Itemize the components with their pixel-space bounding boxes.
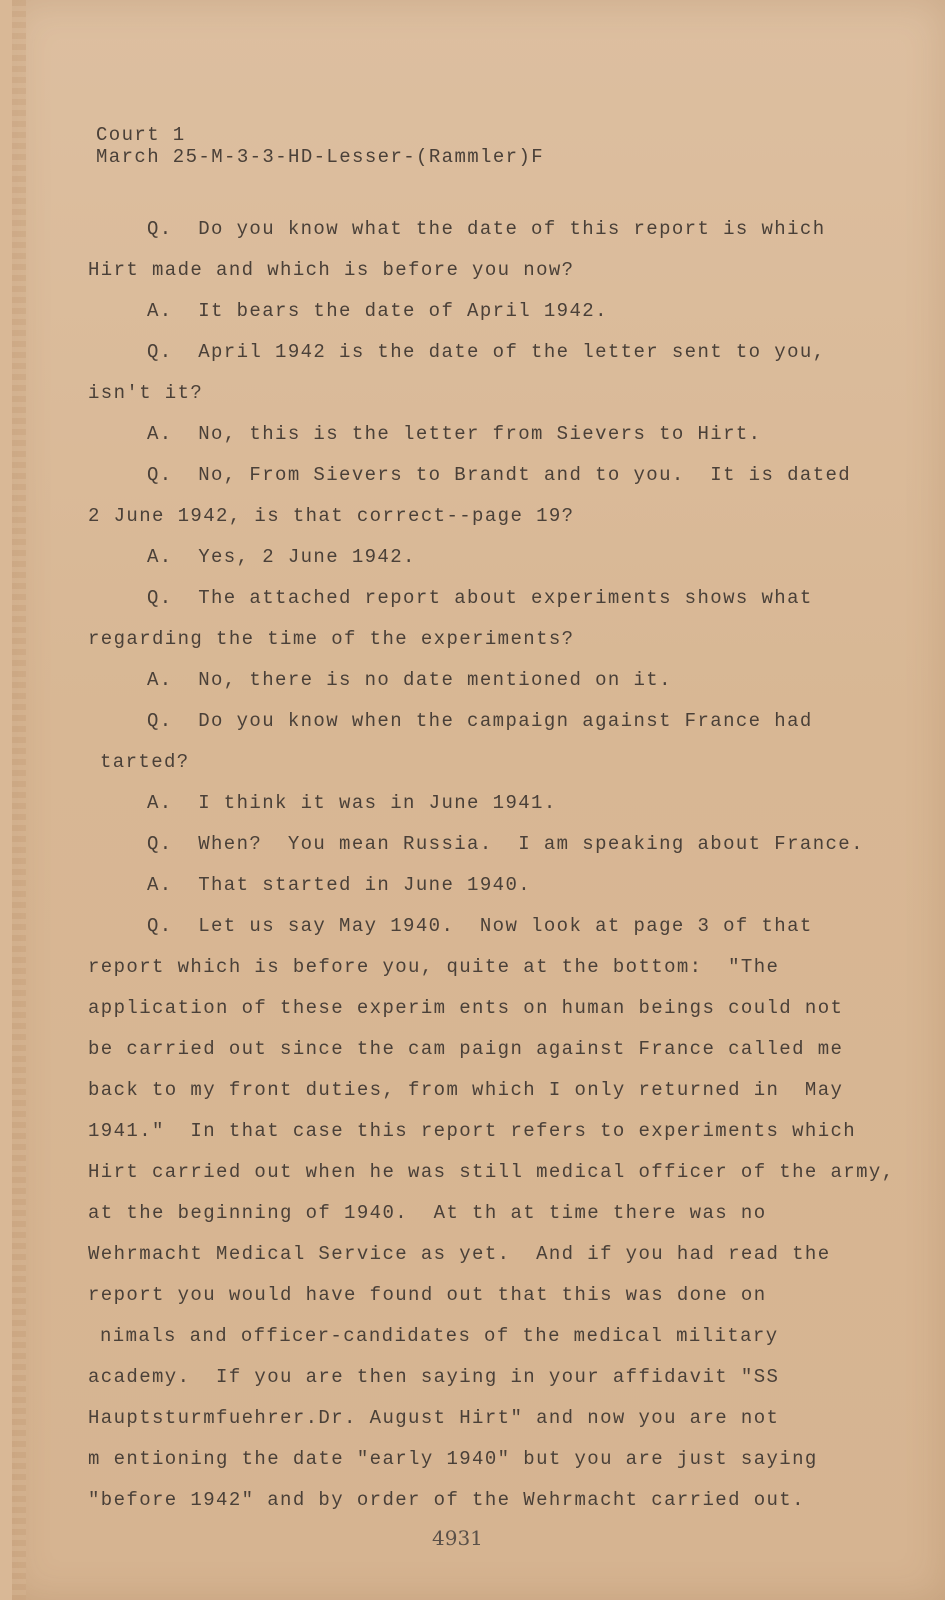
transcript-line: Q. Let us say May 1940. Now look at page 3 of that xyxy=(147,915,813,937)
transcript-line: 1941." In that case this report refers to experiments which xyxy=(88,1120,857,1142)
page-number: 4931 xyxy=(432,1526,483,1550)
transcript-line: 2 June 1942, is that correct--page 19? xyxy=(88,505,575,527)
header-court: Court 1 xyxy=(96,124,186,146)
transcript-line: report which is before you, quite at the bottom: "The xyxy=(88,956,780,978)
transcript-line: A. That started in June 1940. xyxy=(147,874,532,896)
transcript-line: regarding the time of the experiments? xyxy=(88,628,575,650)
transcript-line: A. Yes, 2 June 1942. xyxy=(147,546,416,568)
transcript-line: "before 1942" and by order of the Wehrmacht carried out. xyxy=(88,1489,805,1511)
transcript-line: Q. April 1942 is the date of the letter sent to you, xyxy=(147,341,826,363)
transcript-line: A. I think it was in June 1941. xyxy=(147,792,557,814)
transcript-line: academy. If you are then saying in your affidavit "SS xyxy=(88,1366,780,1388)
transcript-line: back to my front duties, from which I only returned in May xyxy=(88,1079,844,1101)
transcript-line: isn't it? xyxy=(88,382,204,404)
transcript-line: m entioning the date "early 1940" but you are just saying xyxy=(88,1448,818,1470)
transcript-line: Hirt carried out when he was still medical officer of the army, xyxy=(88,1161,895,1183)
transcript-line: A. No, this is the letter from Sievers to Hirt. xyxy=(147,423,762,445)
transcript-line: Wehrmacht Medical Service as yet. And if you had read the xyxy=(88,1243,831,1265)
transcript-line: A. It bears the date of April 1942. xyxy=(147,300,608,322)
transcript-line: Q. No, From Sievers to Brandt and to you. It is dated xyxy=(147,464,852,486)
transcript-line: Q. Do you know when the campaign against France had xyxy=(147,710,813,732)
transcript-line: be carried out since the cam paign against France called me xyxy=(88,1038,844,1060)
transcript-line: Q. The attached report about experiments shows what xyxy=(147,587,813,609)
document-page xyxy=(12,0,945,1600)
transcript-line: A. No, there is no date mentioned on it. xyxy=(147,669,672,691)
transcript-line: Q. Do you know what the date of this report is which xyxy=(147,218,826,240)
transcript-line: at the beginning of 1940. At th at time there was no xyxy=(88,1202,767,1224)
transcript-line: tarted? xyxy=(100,751,190,773)
paper-edge xyxy=(12,0,26,1600)
transcript-line: Q. When? You mean Russia. I am speaking about France. xyxy=(147,833,864,855)
header-reference: March 25-M-3-3-HD-Lesser-(Rammler)F xyxy=(96,146,545,168)
transcript-line: Hirt made and which is before you now? xyxy=(88,259,575,281)
transcript-line: application of these experim ents on human beings could not xyxy=(88,997,844,1019)
document-header xyxy=(96,124,544,168)
transcript-line: Hauptsturmfuehrer.Dr. August Hirt" and now you are not xyxy=(88,1407,780,1429)
transcript-line: nimals and officer-candidates of the medical military xyxy=(100,1325,779,1347)
transcript-line: report you would have found out that this was done on xyxy=(88,1284,767,1306)
